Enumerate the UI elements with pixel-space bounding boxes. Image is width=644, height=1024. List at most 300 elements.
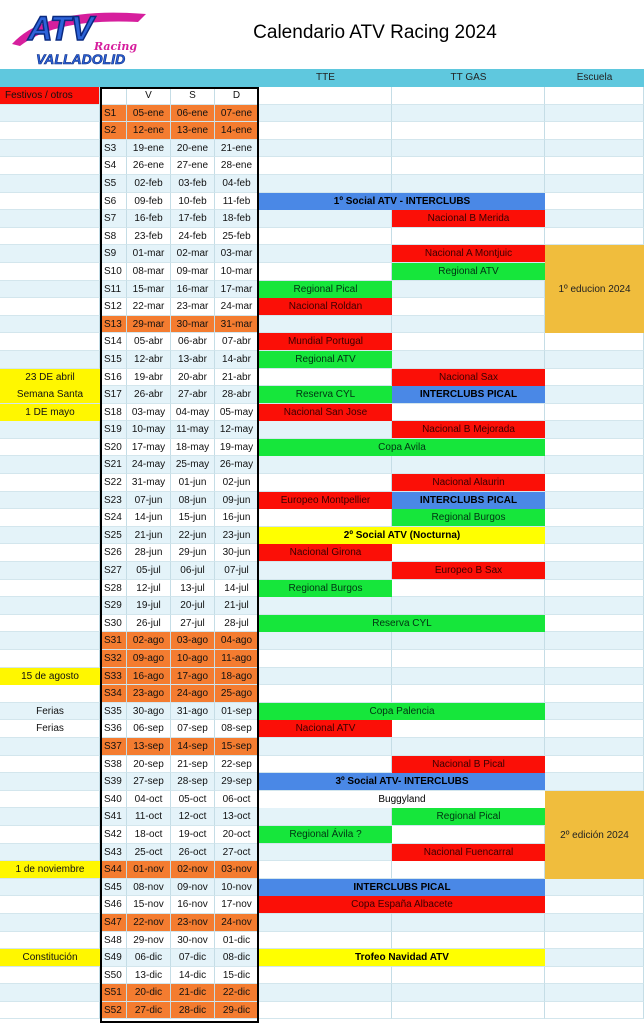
sunday-date: 26-may [215, 456, 259, 474]
festivo-cell [0, 175, 100, 193]
sunday-date: 28-jul [215, 615, 259, 633]
tte-cell [259, 632, 392, 650]
friday-date: 12-abr [127, 351, 171, 369]
sunday-date: 15-sep [215, 738, 259, 756]
friday-date: 15-mar [127, 281, 171, 299]
week-number: S17 [100, 386, 127, 404]
friday-date: 05-jul [127, 562, 171, 580]
event-tte: Regional Pical [259, 281, 392, 298]
week-number: S27 [100, 562, 127, 580]
saturday-date: 14-sep [171, 738, 215, 756]
saturday-date: 31-ago [171, 703, 215, 721]
column-header-row [0, 87, 644, 105]
saturday-date: 10-ago [171, 650, 215, 668]
page-title: Calendario ATV Racing 2024 [253, 22, 497, 43]
festivo-cell [0, 474, 100, 492]
sunday-date: 12-may [215, 421, 259, 439]
event-ttg: Nacional B Merida [392, 210, 545, 227]
tte-cell [259, 738, 392, 756]
event-both: Copa Palencia [259, 703, 545, 720]
festivo-cell [0, 544, 100, 562]
sunday-date: 06-oct [215, 791, 259, 809]
ttgas-cell [392, 580, 545, 598]
festivo-cell [0, 421, 100, 439]
sunday-date: 21-abr [215, 369, 259, 387]
festivo-cell [0, 580, 100, 598]
escuela-cell [545, 474, 644, 492]
event-tte: Europeo Montpellier [259, 492, 392, 509]
sunday-date: 10-mar [215, 263, 259, 281]
week-number: S43 [100, 844, 127, 862]
escuela-cell [545, 580, 644, 598]
event-ttg: Nacional B Pical [392, 756, 545, 773]
week-row [0, 879, 644, 897]
ttgas-cell [392, 281, 545, 299]
tte-cell [259, 685, 392, 703]
ttgas-cell [392, 404, 545, 422]
saturday-date: 24-feb [171, 228, 215, 246]
tte-cell [259, 245, 392, 263]
week-row [0, 650, 644, 668]
escuela-cell [545, 193, 644, 211]
festivo-cell [0, 105, 100, 123]
event-tte: Reserva CYL [259, 386, 392, 403]
friday-date: 20-dic [127, 984, 171, 1002]
festivo-cell [0, 650, 100, 668]
ttgas-cell [392, 668, 545, 686]
week-number: S24 [100, 509, 127, 527]
festivo-cell [0, 791, 100, 809]
ttgas-cell [392, 87, 545, 105]
friday-date: 09-feb [127, 193, 171, 211]
week-row [0, 421, 644, 439]
friday-date: 12-ene [127, 122, 171, 140]
escuela-cell [545, 703, 644, 721]
week-number: S4 [100, 157, 127, 175]
week-row [0, 228, 644, 246]
week-number: S5 [100, 175, 127, 193]
ttgas-cell [392, 932, 545, 950]
week-number: S49 [100, 949, 127, 967]
festivo-cell [0, 140, 100, 158]
friday-date: 26-abr [127, 386, 171, 404]
saturday-date: 03-feb [171, 175, 215, 193]
week-row [0, 333, 644, 351]
festivo-cell [0, 228, 100, 246]
week-row [0, 210, 644, 228]
festivo-label: 15 de agosto [0, 668, 100, 685]
friday-date: 15-nov [127, 896, 171, 914]
friday-date: 29-mar [127, 316, 171, 334]
saturday-date: 18-may [171, 439, 215, 457]
festivo-cell [0, 122, 100, 140]
saturday-date: 23-mar [171, 298, 215, 316]
festivo-cell [0, 351, 100, 369]
sunday-date: 01-dic [215, 932, 259, 950]
sunday-date: 18-ago [215, 668, 259, 686]
escuela-cell [545, 492, 644, 510]
sunday-date: 08-sep [215, 720, 259, 738]
festivo-label: 1 de noviembre [0, 861, 100, 878]
escuela-cell [545, 228, 644, 246]
ttgas-cell [392, 298, 545, 316]
sunday-date: 30-jun [215, 544, 259, 562]
escuela-cell [545, 105, 644, 123]
sunday-date: 22-dic [215, 984, 259, 1002]
week-number: S21 [100, 456, 127, 474]
escuela-cell [545, 369, 644, 387]
tte-cell [259, 316, 392, 334]
escuela-cell [545, 157, 644, 175]
saturday-date: 24-ago [171, 685, 215, 703]
saturday-date: 06-jul [171, 562, 215, 580]
week-number: S1 [100, 105, 127, 123]
week-number: S12 [100, 298, 127, 316]
friday-date: 06-sep [127, 720, 171, 738]
escuela-block: 2º edición 2024 [545, 791, 644, 879]
week-row [0, 509, 644, 527]
week-row [0, 984, 644, 1002]
escuela-cell [545, 527, 644, 545]
sunday-date: 08-dic [215, 949, 259, 967]
week-number: S52 [100, 1002, 127, 1020]
tte-cell [259, 474, 392, 492]
ttgas-cell [392, 861, 545, 879]
week-number: S11 [100, 281, 127, 299]
friday-date: 28-jun [127, 544, 171, 562]
event-both: Trofeo Navidad ATV [259, 949, 545, 966]
sunday-date: 14-ene [215, 122, 259, 140]
escuela-cell [545, 562, 644, 580]
event-tte: Mundial Portugal [259, 333, 392, 350]
saturday-date: 01-jun [171, 474, 215, 492]
saturday-date: 15-jun [171, 509, 215, 527]
ttgas-cell [392, 333, 545, 351]
week-number: S26 [100, 544, 127, 562]
escuela-cell [545, 896, 644, 914]
week-number: S10 [100, 263, 127, 281]
week-number: S34 [100, 685, 127, 703]
sunday-date: 17-mar [215, 281, 259, 299]
festivo-cell [0, 615, 100, 633]
friday-date: 26-ene [127, 157, 171, 175]
festivo-cell [0, 738, 100, 756]
festivo-cell [0, 157, 100, 175]
escuela-cell [545, 632, 644, 650]
sunday-date: 25-feb [215, 228, 259, 246]
friday-date: 30-ago [127, 703, 171, 721]
tte-cell [259, 914, 392, 932]
week-number: S14 [100, 333, 127, 351]
escuela-cell [545, 738, 644, 756]
week-row [0, 932, 644, 950]
saturday-date: 13-ene [171, 122, 215, 140]
header-band [0, 69, 644, 87]
week-row [0, 632, 644, 650]
week-row [0, 369, 644, 387]
friday-date: 19-jul [127, 597, 171, 615]
ttgas-cell [392, 122, 545, 140]
event-both: 1º Social ATV - INTERCLUBS [259, 193, 545, 210]
event-ttg: INTERCLUBS PICAL [392, 386, 545, 403]
week-row [0, 140, 644, 158]
friday-date: 16-feb [127, 210, 171, 228]
week-number: S44 [100, 861, 127, 879]
week-number: S3 [100, 140, 127, 158]
week-number: S18 [100, 404, 127, 422]
week-number: S22 [100, 474, 127, 492]
tte-cell [259, 756, 392, 774]
saturday-date: 28-dic [171, 1002, 215, 1020]
festivo-cell [0, 316, 100, 334]
week-number: S32 [100, 650, 127, 668]
sunday-date: 23-jun [215, 527, 259, 545]
sunday-date: 13-oct [215, 808, 259, 826]
festivo-cell [0, 932, 100, 950]
friday-date: 27-dic [127, 1002, 171, 1020]
festivo-cell [0, 456, 100, 474]
event-ttg: Nacional A Montjuic [392, 245, 545, 262]
header-tte: TTE [316, 72, 335, 83]
week-number: S6 [100, 193, 127, 211]
saturday-date: 25-may [171, 456, 215, 474]
festivo-label: Semana Santa [0, 386, 100, 403]
week-row [0, 544, 644, 562]
week-row [0, 896, 644, 914]
saturday-date: 14-dic [171, 967, 215, 985]
festivos-header: Festivos / otros [0, 87, 100, 104]
escuela-cell [545, 879, 644, 897]
ttgas-cell [392, 316, 545, 334]
festivo-cell [0, 967, 100, 985]
saturday-date: 16-mar [171, 281, 215, 299]
week-number: S30 [100, 615, 127, 633]
week-number: S25 [100, 527, 127, 545]
week-row [0, 668, 644, 686]
festivo-cell [0, 298, 100, 316]
sunday-date: 28-abr [215, 386, 259, 404]
festivo-cell [0, 562, 100, 580]
event-tte: Regional Ávila ? [259, 826, 392, 843]
sunday-date: 10-nov [215, 879, 259, 897]
week-row [0, 703, 644, 721]
friday-date: 05-ene [127, 105, 171, 123]
tte-cell [259, 650, 392, 668]
sunday-date: 20-oct [215, 826, 259, 844]
header-s: S [171, 87, 215, 105]
escuela-cell [545, 404, 644, 422]
festivo-cell [0, 210, 100, 228]
ttgas-cell [392, 720, 545, 738]
week-row [0, 193, 644, 211]
tte-cell [259, 1002, 392, 1020]
saturday-date: 30-nov [171, 932, 215, 950]
sunday-date: 14-jul [215, 580, 259, 598]
festivo-cell [0, 844, 100, 862]
friday-date: 05-abr [127, 333, 171, 351]
week-row [0, 404, 644, 422]
saturday-date: 16-nov [171, 896, 215, 914]
escuela-cell [545, 544, 644, 562]
sunday-date: 15-dic [215, 967, 259, 985]
week-row [0, 351, 644, 369]
festivo-label: 23 DE abril [0, 369, 100, 386]
friday-date: 02-feb [127, 175, 171, 193]
saturday-date: 28-sep [171, 773, 215, 791]
event-ttg: Regional Pical [392, 808, 545, 825]
festivo-cell [0, 685, 100, 703]
week-number: S9 [100, 245, 127, 263]
event-tte: Regional ATV [259, 351, 392, 368]
festivo-cell [0, 984, 100, 1002]
friday-date: 02-ago [127, 632, 171, 650]
tte-cell [259, 984, 392, 1002]
week-row [0, 122, 644, 140]
saturday-date: 09-mar [171, 263, 215, 281]
festivo-cell [0, 509, 100, 527]
tte-cell [259, 263, 392, 281]
week-row [0, 685, 644, 703]
sunday-date: 28-ene [215, 157, 259, 175]
week-row [0, 914, 644, 932]
saturday-date: 02-nov [171, 861, 215, 879]
sunday-date: 31-mar [215, 316, 259, 334]
week-row [0, 492, 644, 510]
ttgas-cell [392, 984, 545, 1002]
festivo-cell [0, 896, 100, 914]
escuela-cell [545, 615, 644, 633]
week-number: S40 [100, 791, 127, 809]
week-number: S41 [100, 808, 127, 826]
tte-cell [259, 175, 392, 193]
festivo-label: Ferias [36, 705, 64, 717]
festivo-cell [0, 756, 100, 774]
friday-date: 26-jul [127, 615, 171, 633]
week-row [0, 773, 644, 791]
week-number: S16 [100, 369, 127, 387]
tte-cell [259, 597, 392, 615]
friday-date: 13-sep [127, 738, 171, 756]
week-row [0, 474, 644, 492]
event-ttg: Nacional Alaurin [392, 474, 545, 491]
week-row [0, 456, 644, 474]
friday-date: 04-oct [127, 791, 171, 809]
week-number: S31 [100, 632, 127, 650]
friday-date: 22-mar [127, 298, 171, 316]
festivo-cell [0, 492, 100, 510]
friday-date: 22-nov [127, 914, 171, 932]
festivo-cell [0, 281, 100, 299]
festivo-cell [0, 439, 100, 457]
saturday-date: 12-oct [171, 808, 215, 826]
tte-cell [259, 228, 392, 246]
tte-cell [259, 105, 392, 123]
ttgas-cell [392, 632, 545, 650]
festivo-cell [0, 826, 100, 844]
festivo-cell [0, 527, 100, 545]
festivo-label: Ferias [36, 723, 64, 735]
festivo-label: Constitución [0, 949, 100, 966]
week-row [0, 175, 644, 193]
friday-date: 01-mar [127, 245, 171, 263]
ttgas-cell [392, 597, 545, 615]
saturday-date: 20-ene [171, 140, 215, 158]
event-both: Reserva CYL [259, 615, 545, 632]
friday-date: 23-feb [127, 228, 171, 246]
tte-cell [259, 808, 392, 826]
week-row [0, 386, 644, 404]
event-both: Copa España Albacete [259, 896, 545, 913]
tte-cell [259, 122, 392, 140]
escuela-cell [545, 685, 644, 703]
festivo-cell [0, 597, 100, 615]
tte-cell [259, 844, 392, 862]
week-number: S50 [100, 967, 127, 985]
friday-date: 13-dic [127, 967, 171, 985]
escuela-cell [545, 914, 644, 932]
week-row [0, 738, 644, 756]
festivo-cell [0, 914, 100, 932]
saturday-date: 03-ago [171, 632, 215, 650]
week-row [0, 439, 644, 457]
friday-date: 17-may [127, 439, 171, 457]
escuela-cell [545, 932, 644, 950]
saturday-date: 06-ene [171, 105, 215, 123]
ttgas-cell [392, 544, 545, 562]
saturday-date: 06-abr [171, 333, 215, 351]
week-number: S42 [100, 826, 127, 844]
saturday-date: 20-abr [171, 369, 215, 387]
saturday-date: 09-nov [171, 879, 215, 897]
sunday-date: 02-jun [215, 474, 259, 492]
tte-cell [259, 967, 392, 985]
friday-date: 19-abr [127, 369, 171, 387]
week-number: S47 [100, 914, 127, 932]
saturday-date: 11-may [171, 421, 215, 439]
ttgas-cell [392, 738, 545, 756]
sunday-date: 04-ago [215, 632, 259, 650]
week-number: S48 [100, 932, 127, 950]
escuela-cell [545, 773, 644, 791]
week-number: S7 [100, 210, 127, 228]
sunday-date: 11-feb [215, 193, 259, 211]
event-both: INTERCLUBS PICAL [259, 879, 545, 896]
friday-date: 07-jun [127, 492, 171, 510]
festivo-cell [0, 808, 100, 826]
sunday-date: 21-jul [215, 597, 259, 615]
event-tte: Nacional ATV [259, 720, 392, 737]
saturday-date: 13-abr [171, 351, 215, 369]
escuela-cell [545, 456, 644, 474]
friday-date: 31-may [127, 474, 171, 492]
friday-date: 18-oct [127, 826, 171, 844]
saturday-date: 17-feb [171, 210, 215, 228]
sunday-date: 07-abr [215, 333, 259, 351]
saturday-date: 21-dic [171, 984, 215, 1002]
sunday-date: 03-mar [215, 245, 259, 263]
festivo-cell [0, 1002, 100, 1020]
festivo-cell [0, 773, 100, 791]
escuela-cell [545, 984, 644, 1002]
sunday-date: 21-ene [215, 140, 259, 158]
week-row [0, 597, 644, 615]
ttgas-cell [392, 140, 545, 158]
saturday-date: 27-jul [171, 615, 215, 633]
saturday-date: 02-mar [171, 245, 215, 263]
event-both: 2º Social ATV (Nocturna) [259, 527, 545, 544]
tte-cell [259, 861, 392, 879]
event-ttg: Europeo B Sax [392, 562, 545, 579]
